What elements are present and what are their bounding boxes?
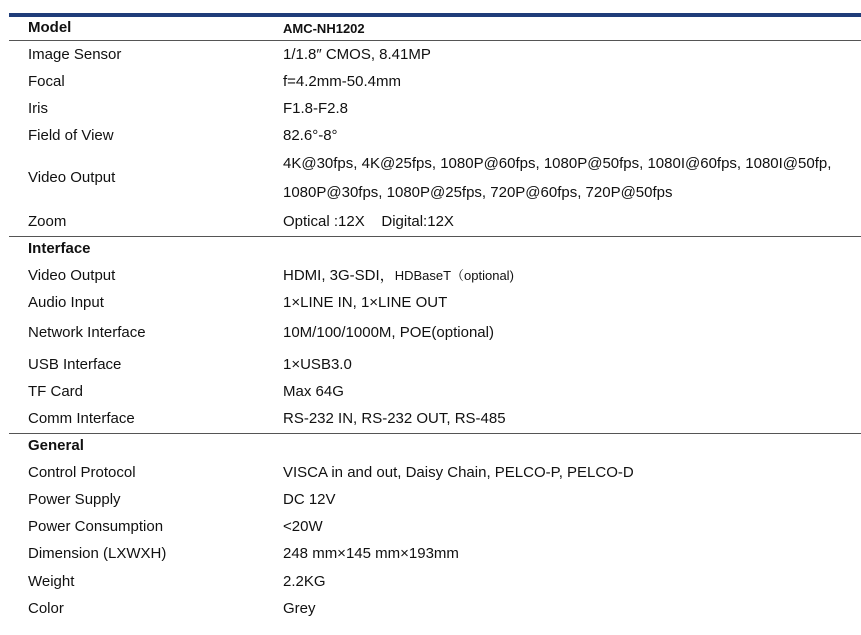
spec-label: Control Protocol: [28, 464, 136, 481]
spec-value: f=4.2mm-50.4mm: [283, 73, 401, 90]
spec-value: 82.6°-8°: [283, 127, 338, 144]
spec-label: Zoom: [28, 213, 67, 230]
spec-value-note: HDBaseT（optional): [394, 268, 514, 283]
spec-value: Optical :12X Digital:12X: [283, 213, 454, 230]
spec-label: Video Output: [28, 267, 116, 284]
model-value: AMC-NH1202: [283, 21, 365, 36]
spec-value: 1×LINE IN, 1×LINE OUT: [283, 294, 448, 311]
spec-label: Power Supply: [28, 491, 121, 508]
spec-label: Field of View: [28, 127, 114, 144]
spec-value: 2.2KG: [283, 573, 326, 590]
spec-label: Weight: [28, 573, 75, 590]
spec-label: Color: [28, 600, 64, 617]
model-label: Model: [28, 19, 72, 36]
spec-value-main: HDMI, 3G-SDI，: [283, 267, 395, 284]
spec-label: Image Sensor: [28, 46, 122, 63]
spec-label: Video Output: [28, 169, 116, 186]
spec-value: 1/1.8″ CMOS, 8.41MP: [283, 46, 431, 63]
spec-label: TF Card: [28, 383, 84, 400]
divider: [9, 236, 861, 237]
spec-value: F1.8-F2.8: [283, 100, 349, 117]
spec-value-line2: 1080P@30fps, 1080P@25fps, 720P@60fps, 720P@50fps: [283, 184, 673, 201]
spec-value: VISCA in and out, Daisy Chain, PELCO-P, PELCO-D: [283, 464, 634, 481]
spec-value: [283, 267, 514, 285]
spec-value: Max 64G: [283, 383, 344, 400]
spec-value: <20W: [283, 518, 323, 535]
spec-value: 4K@30fps, 4K@25fps, 1080P@60fps, 1080P@50fps, 1080I@60fps, 1080I@50fp,: [283, 155, 832, 172]
spec-label: USB Interface: [28, 356, 122, 373]
spec-label: Power Consumption: [28, 518, 164, 535]
spec-label: Network Interface: [28, 324, 146, 341]
spec-label: Iris: [28, 100, 48, 117]
spec-value: 10M/100/1000M, POE(optional): [283, 324, 494, 341]
spec-value: RS-232 IN, RS-232 OUT, RS-485: [283, 410, 506, 427]
divider: [9, 40, 861, 41]
section-title: Interface: [28, 240, 91, 257]
spec-label: Focal: [28, 73, 65, 90]
divider: [9, 433, 861, 434]
spec-value: Grey: [283, 600, 316, 617]
spec-label: Comm Interface: [28, 410, 135, 427]
spec-value: 1×USB3.0: [283, 356, 352, 373]
spec-value: DC 12V: [283, 491, 336, 508]
section-title: General: [28, 437, 84, 454]
spec-label: Dimension (LXWXH): [28, 545, 167, 562]
spec-label: Audio Input: [28, 294, 104, 311]
table-top-border: [9, 13, 861, 17]
spec-value: 248 mm×145 mm×193mm: [283, 545, 459, 562]
